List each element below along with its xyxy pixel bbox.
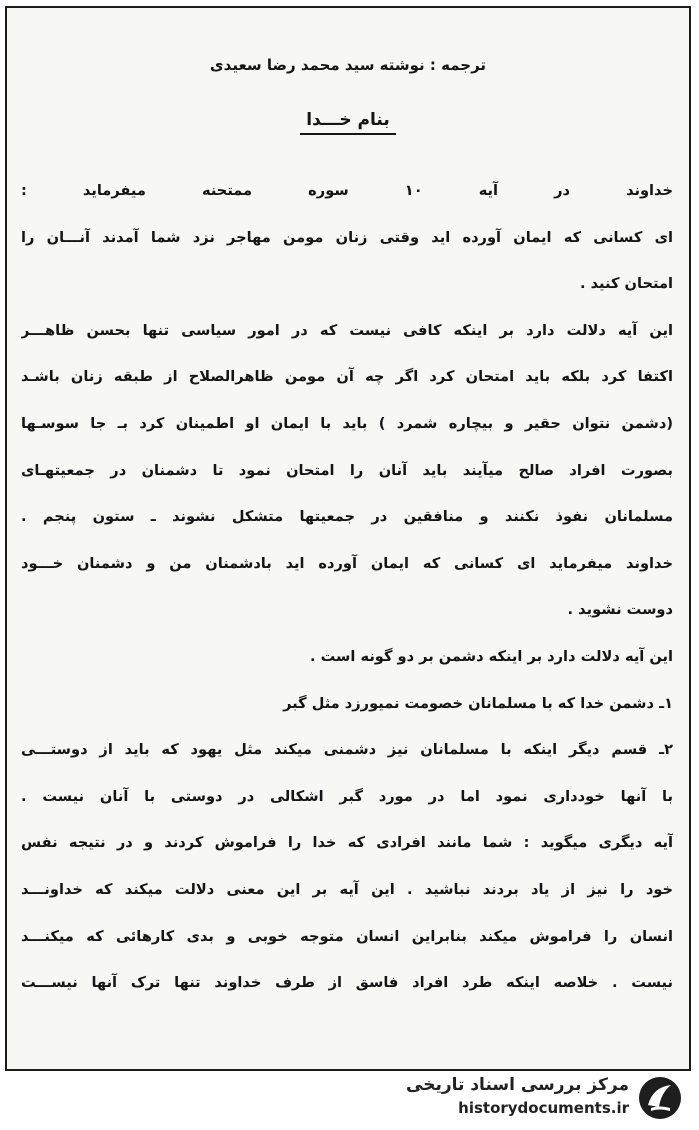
org-name: مرکز بررسی اسناد تاریخی <box>406 1075 629 1095</box>
body-line: ۱ـ دشمن خدا که با مسلمانان خصومت نمیورزد مثل گبر <box>283 694 673 712</box>
body-line: دوست نشوید . <box>567 601 673 619</box>
body-line: این آیه دلالت دارد بر اینکه کافی نیست که در امور سیاسی تنها بحسن ظاهـــر <box>21 321 673 339</box>
body-line: ۲ـ قسم دیگر اینکه با مسلمانان نیز دشمنی میکند مثل یهود که باید از دوستـــی <box>21 741 673 759</box>
document-body <box>21 168 673 1007</box>
body-line: آیه دیگری میگوید : شما مانند افرادی که خدا را فراموش کردند و در نتیجه نفس <box>21 834 673 852</box>
body-line: نیست . خلاصه اینکه طرد افراد فاسق از طرف خداوند تنها ترک آنها نیســـت <box>21 974 673 992</box>
body-line: بصورت افراد صالح میآیند باید آنان را امتحان نمود تا دشمنان در جمعیتهـای <box>21 461 673 479</box>
body-line: انسان را فراموش میکند بنابراین انسان متوجه خوبی و بدی کارهائی که میکنـــد <box>21 927 673 945</box>
document-page <box>5 6 691 1071</box>
body-line: خود را نیز از یاد بردند نباشید . این آیه بر این معنی دلالت میکند که خداونـــد <box>21 880 673 898</box>
body-line: ای کسانی که ایمان آورده اید وقتی زنان مومن مهاجر نزد شما آمدند آنـــان را <box>21 228 673 246</box>
title-text: بنام خـــدا <box>300 110 395 135</box>
body-line: خداوند در آیه ۱۰ سوره ممتحنه میفرماید : <box>21 182 673 199</box>
body-line: مسلمانان نفوذ نکنند و منافقین در جمعیتها متشکل نشوند ـ ستون پنجم . <box>21 508 673 526</box>
body-line: اکتفا کرد بلکه باید امتحان کرد اگر چه آن مومن ظاهرالصلاح از طبقه زنان باشـد <box>21 368 673 386</box>
website-link[interactable]: historydocuments.ir <box>458 1099 629 1117</box>
body-line: این آیه دلالت دارد بر اینکه دشمن بر دو گونه است . <box>309 647 673 665</box>
document-header: ترجمه : نوشته سید محمد رضا سعیدی <box>209 56 487 74</box>
body-line: امتحان کنید . <box>580 275 673 293</box>
document-title <box>7 110 689 130</box>
body-line: (دشمن نتوان حقیر و بیچاره شمرد ) باید با ایمان او اطمینان کرد بـ جا سوسـها <box>21 414 673 432</box>
body-line: با آنها خودداری نمود اما در مورد گبر اشکالی در دوستی با آنان نیست . <box>21 787 673 805</box>
archive-logo-icon <box>637 1075 683 1121</box>
watermark-footer <box>5 1071 691 1130</box>
body-line: خداوند میفرماید ای کسانی که ایمان آورده اید بادشمنان من و دشمنان خـــود <box>21 554 673 572</box>
